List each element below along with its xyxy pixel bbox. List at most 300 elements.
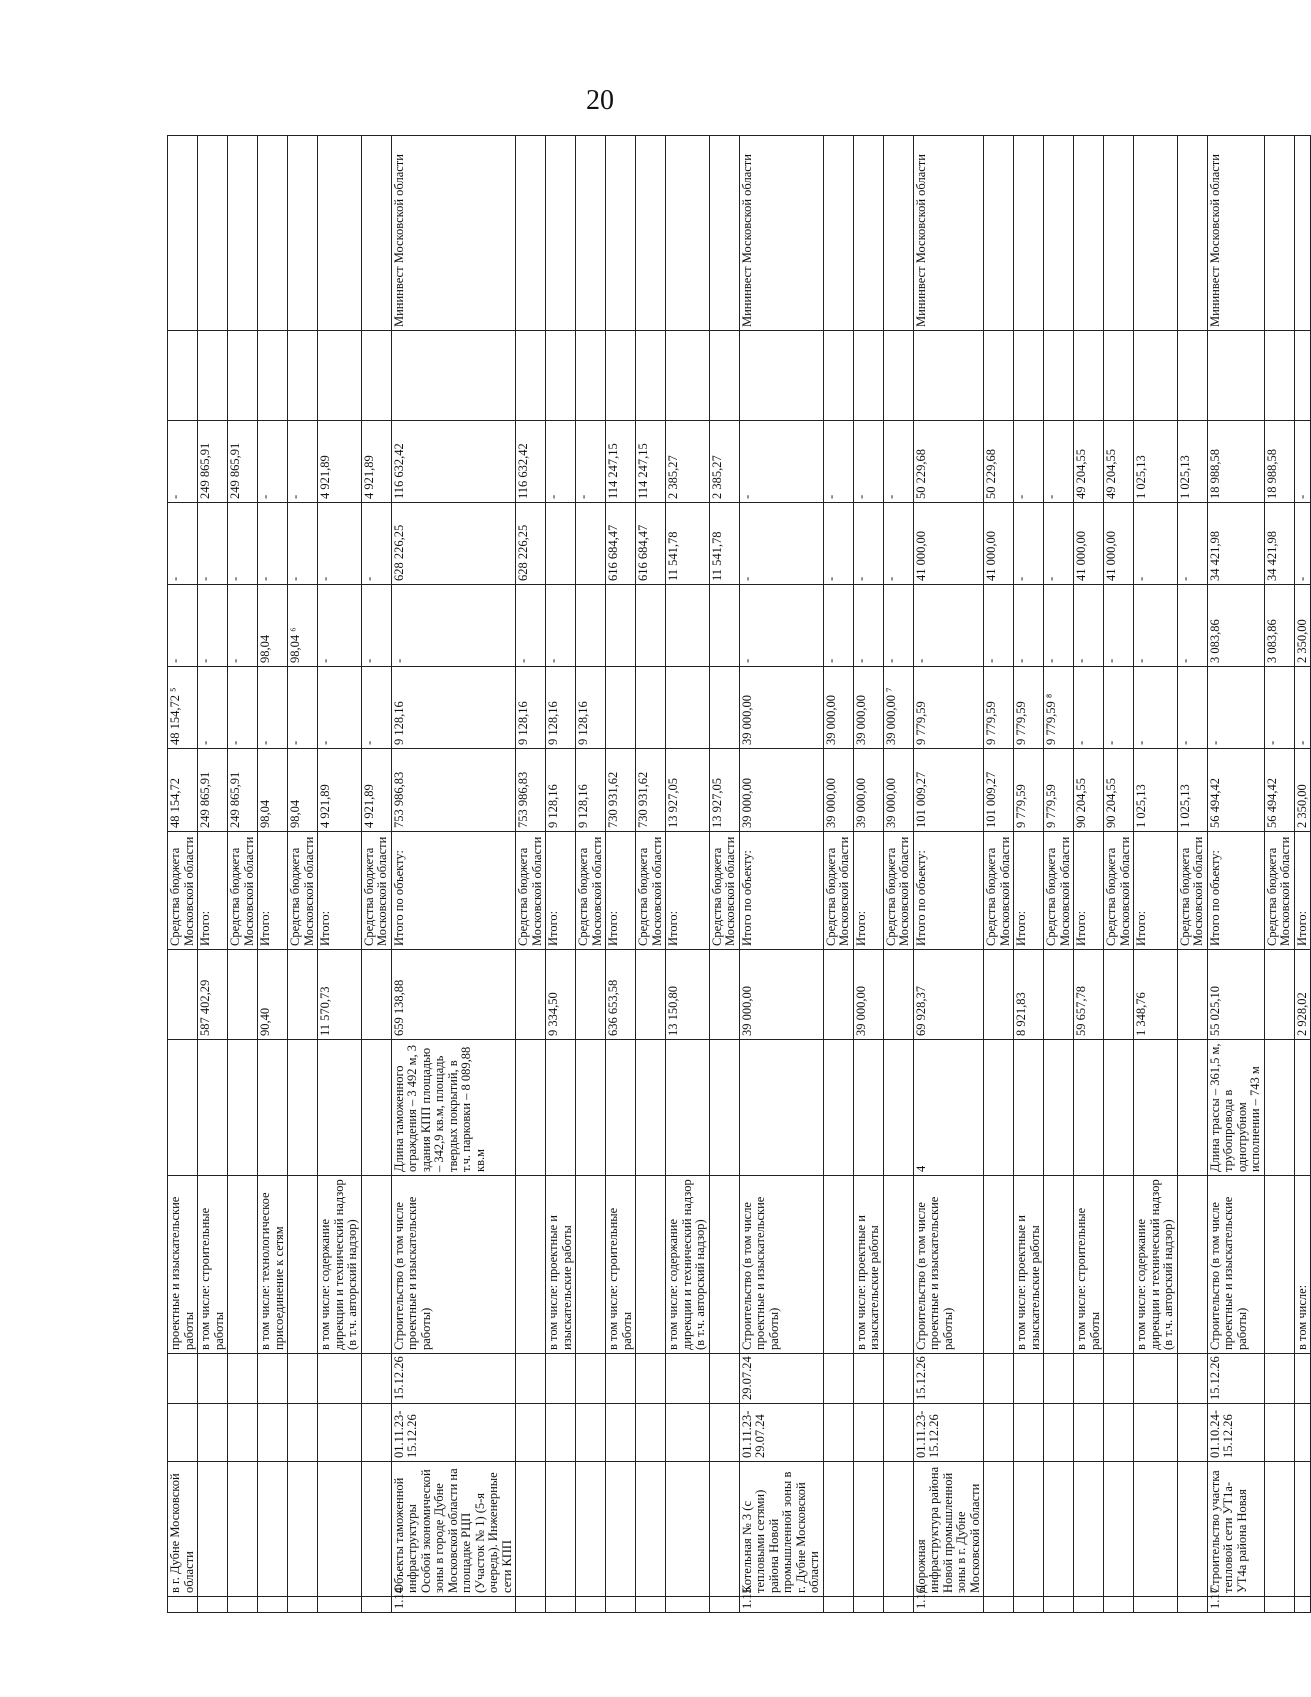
row-number-cell [1104,1597,1134,1613]
capacity-cell [1044,1040,1074,1176]
year-2025-cell: - [1104,585,1134,667]
cost-cell: 9 334,50 [546,950,576,1040]
object-name-cell [1177,1462,1207,1597]
period-cell [361,1404,391,1462]
customer-cell [361,136,391,331]
row-number-cell [546,1597,576,1613]
work-type-cell [576,1176,606,1354]
date-cell [546,1354,576,1404]
row-number-cell [1134,1597,1178,1613]
capacity-cell [1074,1040,1104,1176]
year-2024-cell: - [1104,667,1134,749]
table-row [168,136,198,1613]
funding-source-cell: Средства бюджета Московской области [576,832,606,950]
year-2025-cell [576,585,606,667]
date-cell [883,1354,913,1404]
work-type-cell: в том числе: проектные и изыскательские работы [853,1176,883,1354]
cost-cell [883,950,913,1040]
year-2025-cell [606,585,636,667]
object-name-cell [1104,1462,1134,1597]
row-number-cell [1294,1597,1311,1613]
table-row [1177,136,1207,1613]
year-2028-cell [636,331,666,421]
table-row [516,136,546,1613]
customer-cell [636,136,666,331]
object-name-cell [198,1462,228,1597]
row-number-cell [984,1597,1014,1613]
year-2026-cell: 616 684,47 [636,503,666,585]
funding-source-cell: Итого: [1074,832,1104,950]
year-2026-cell: - [228,503,258,585]
funding-source-cell: Итого по объекту: [1207,832,1264,950]
year-2028-cell [1104,331,1134,421]
funding-source-cell: Итого: [606,832,636,950]
total-cell: 249 865,91 [198,749,228,832]
capacity-cell [636,1040,666,1176]
work-type-cell [228,1176,258,1354]
work-type-cell [361,1176,391,1354]
row-number-cell [198,1597,228,1613]
cost-cell [823,950,853,1040]
year-2025-cell: - [1177,585,1207,667]
table-row [258,136,288,1613]
customer-cell [258,136,288,331]
capacity-cell [228,1040,258,1176]
object-name-cell [288,1462,318,1597]
funding-source-cell: Итого: [546,832,576,950]
funding-source-cell: Средства бюджета Московской области [984,832,1014,950]
year-2027-cell: - [1044,421,1074,503]
row-number-cell: 1.16 [913,1597,984,1613]
total-cell: 9 779,59 [1044,749,1074,832]
year-2025-cell: - [198,585,228,667]
year-2028-cell [168,331,198,421]
table-row [1134,136,1178,1613]
total-cell: 56 494,42 [1207,749,1264,832]
customer-cell [823,136,853,331]
year-2026-cell: 41 000,00 [913,503,984,585]
customer-cell [1134,136,1178,331]
year-2027-cell: 4 921,89 [361,421,391,503]
period-cell [823,1404,853,1462]
row-number-cell [883,1597,913,1613]
year-2026-cell [576,503,606,585]
year-2025-cell: - [739,585,823,667]
capacity-cell [516,1040,546,1176]
table-row [1294,136,1311,1613]
total-cell: 4 921,89 [361,749,391,832]
customer-cell [288,136,318,331]
table-row [853,136,883,1613]
work-type-cell [883,1176,913,1354]
row-number-cell [1264,1597,1294,1613]
date-cell [516,1354,546,1404]
object-name-cell [1134,1462,1178,1597]
work-type-cell [1044,1176,1074,1354]
customer-cell [318,136,362,331]
object-name-cell [666,1462,710,1597]
period-cell [883,1404,913,1462]
table-row [576,136,606,1613]
year-2027-cell: - [288,421,318,503]
funding-source-cell: Итого: [258,832,288,950]
table-row [1264,136,1294,1613]
cost-cell: 11 570,73 [318,950,362,1040]
year-2024-cell [606,667,636,749]
object-name-cell [516,1462,546,1597]
year-2024-cell: - [1264,667,1294,749]
year-2027-cell: 116 632,42 [391,421,516,503]
year-2026-cell: - [198,503,228,585]
year-2028-cell [228,331,258,421]
year-2028-cell [883,331,913,421]
work-type-cell [1177,1176,1207,1354]
period-cell: 01.10.24-15.12.26 [1207,1404,1264,1462]
year-2028-cell [823,331,853,421]
date-cell [1134,1354,1178,1404]
period-cell [288,1404,318,1462]
year-2025-cell: - [853,585,883,667]
capacity-cell [1104,1040,1134,1176]
year-2026-cell: 41 000,00 [1104,503,1134,585]
period-cell [1264,1404,1294,1462]
cost-cell: 39 000,00 [739,950,823,1040]
cost-cell: 90,40 [258,950,288,1040]
customer-cell: Мининвест Московской области [1207,136,1264,331]
table-row [1207,136,1264,1613]
total-cell: 249 865,91 [228,749,258,832]
table-row [1074,136,1104,1613]
row-number-cell [258,1597,288,1613]
date-cell [576,1354,606,1404]
year-2025-cell: - [228,585,258,667]
table-row [546,136,576,1613]
total-cell: 39 000,00 [739,749,823,832]
object-name-cell [576,1462,606,1597]
work-type-cell [823,1176,853,1354]
cost-cell: 69 928,37 [913,950,984,1040]
cost-cell: 59 657,78 [1074,950,1104,1040]
date-cell [198,1354,228,1404]
year-2028-cell [739,331,823,421]
year-2026-cell: - [1294,503,1311,585]
year-2024-cell: 9 128,16 [516,667,546,749]
period-cell [1014,1404,1044,1462]
object-name-cell [984,1462,1014,1597]
row-number-cell [168,1597,198,1613]
row-number-cell [606,1597,636,1613]
funding-source-cell: Средства бюджета Московской области [1177,832,1207,950]
year-2026-cell: 628 226,25 [516,503,546,585]
year-2024-cell [709,667,739,749]
year-2027-cell: 50 229,68 [984,421,1014,503]
date-cell [228,1354,258,1404]
row-number-cell [1074,1597,1104,1613]
year-2024-cell: 9 128,16 [391,667,516,749]
year-2024-cell [636,667,666,749]
object-name-cell: Строительство участка тепловой сети УТ1а-УТ4а района Новая [1207,1462,1264,1597]
year-2027-cell: 49 204,55 [1074,421,1104,503]
customer-cell [516,136,546,331]
work-type-cell [516,1176,546,1354]
table-row [739,136,823,1613]
total-cell: 56 494,42 [1264,749,1294,832]
funding-source-cell: Итого: [198,832,228,950]
year-2025-cell: - [168,585,198,667]
year-2028-cell [318,331,362,421]
total-cell: 101 009,27 [913,749,984,832]
year-2025-cell: 98,04 [258,585,288,667]
year-2024-cell: - [318,667,362,749]
year-2027-cell: 116 632,42 [516,421,546,503]
work-type-cell: Строительство (в том числе проектные и изыскательские работы) [391,1176,516,1354]
year-2026-cell: - [258,503,288,585]
customer-cell [1074,136,1104,331]
year-2026-cell: 11 541,78 [666,503,710,585]
capacity-cell [1264,1040,1294,1176]
funding-source-cell: Средства бюджета Московской области [1044,832,1074,950]
year-2027-cell: - [883,421,913,503]
funding-source-cell: Средства бюджета Московской области [288,832,318,950]
funding-source-cell: Итого по объекту: [739,832,823,950]
year-2028-cell [516,331,546,421]
total-cell: 1 025,13 [1177,749,1207,832]
cost-cell [1104,950,1134,1040]
work-type-cell [636,1176,666,1354]
customer-cell [1264,136,1294,331]
year-2024-cell: 48 154,72 ⁵ [168,667,198,749]
year-2028-cell [1294,331,1311,421]
total-cell: 39 000,00 [883,749,913,832]
period-cell [666,1404,710,1462]
date-cell [361,1354,391,1404]
row-number-cell [1014,1597,1044,1613]
table-row [606,136,636,1613]
funding-source-cell: Итого по объекту: [913,832,984,950]
year-2026-cell: - [361,503,391,585]
year-2026-cell: - [823,503,853,585]
total-cell: 9 779,59 [1014,749,1044,832]
work-type-cell: в том числе: [1294,1176,1311,1354]
year-2028-cell [198,331,228,421]
capacity-cell [318,1040,362,1176]
capacity-cell: Длина трассы – 361,5 м, трубопровода в однотрубном исполнении – 743 м [1207,1040,1264,1176]
customer-cell: Мининвест Московской области [739,136,823,331]
year-2025-cell: - [823,585,853,667]
year-2027-cell: 249 865,91 [228,421,258,503]
table-row [1014,136,1044,1613]
year-2027-cell: 1 025,13 [1134,421,1178,503]
year-2026-cell: - [1134,503,1178,585]
total-cell: 39 000,00 [853,749,883,832]
year-2027-cell: 2 385,27 [666,421,710,503]
year-2026-cell: - [318,503,362,585]
year-2025-cell: - [1134,585,1178,667]
total-cell: 4 921,89 [318,749,362,832]
year-2025-cell: - [546,585,576,667]
table-body [168,136,1311,1613]
year-2024-cell: 9 779,59 [913,667,984,749]
cost-cell: 659 138,88 [391,950,516,1040]
cost-cell: 587 402,29 [198,950,228,1040]
total-cell: 98,04 [258,749,288,832]
date-cell [606,1354,636,1404]
year-2027-cell: 249 865,91 [198,421,228,503]
object-name-cell [1044,1462,1074,1597]
object-name-cell [1294,1462,1311,1597]
date-cell [1264,1354,1294,1404]
customer-cell [709,136,739,331]
total-cell: 9 128,16 [546,749,576,832]
cost-cell [228,950,258,1040]
customer-cell [1104,136,1134,331]
period-cell [576,1404,606,1462]
work-type-cell [984,1176,1014,1354]
total-cell: 2 350,00 [1294,749,1311,832]
customer-cell [853,136,883,331]
year-2027-cell: - [546,421,576,503]
object-name-cell: Объекты таможенной инфраструктуры Особой экономической зоны в городе Дубне Московской области на площадке РЦП (Участок № 1) (5-я очередь). Инженерные сети КПП [391,1462,516,1597]
year-2028-cell [576,331,606,421]
object-name-cell [606,1462,636,1597]
total-cell: 101 009,27 [984,749,1014,832]
year-2028-cell [258,331,288,421]
date-cell [823,1354,853,1404]
funding-source-cell: Средства бюджета Московской области [1264,832,1294,950]
object-name-cell [1074,1462,1104,1597]
year-2027-cell: 4 921,89 [318,421,362,503]
year-2026-cell: - [168,503,198,585]
capacity-cell [258,1040,288,1176]
total-cell: 730 931,62 [636,749,666,832]
cost-cell: 8 921,83 [1014,950,1044,1040]
year-2028-cell [853,331,883,421]
year-2028-cell [546,331,576,421]
year-2026-cell: 41 000,00 [1074,503,1104,585]
year-2027-cell: 49 204,55 [1104,421,1134,503]
year-2028-cell [391,331,516,421]
work-type-cell: в том числе: строительные работы [606,1176,636,1354]
table-row [666,136,710,1613]
cost-cell [636,950,666,1040]
period-cell [168,1404,198,1462]
row-number-cell: 1.15 [739,1597,823,1613]
date-cell [1014,1354,1044,1404]
capacity-cell [853,1040,883,1176]
object-name-cell [853,1462,883,1597]
funding-source-cell: Средства бюджета Московской области [883,832,913,950]
row-number-cell: 1.17 [1207,1597,1264,1613]
year-2025-cell [636,585,666,667]
date-cell [1104,1354,1134,1404]
year-2027-cell: 114 247,15 [636,421,666,503]
funding-source-cell: Средства бюджета Московской области [636,832,666,950]
object-name-cell: в г. Дубне Московской области [168,1462,198,1597]
year-2024-cell: - [1177,667,1207,749]
date-cell [1044,1354,1074,1404]
budget-table-sheet [167,136,1309,1613]
customer-cell: Мининвест Московской области [391,136,516,331]
customer-cell [168,136,198,331]
cost-cell [168,950,198,1040]
period-cell: 01.11.23-15.12.26 [913,1404,984,1462]
cost-cell: 1 348,76 [1134,950,1178,1040]
work-type-cell [288,1176,318,1354]
year-2028-cell [709,331,739,421]
date-cell [318,1354,362,1404]
row-number-cell [823,1597,853,1613]
year-2027-cell: - [1294,421,1311,503]
capacity-cell [666,1040,710,1176]
date-cell [1074,1354,1104,1404]
capacity-cell [1134,1040,1178,1176]
period-cell [1104,1404,1134,1462]
year-2028-cell [606,331,636,421]
period-cell [228,1404,258,1462]
row-number-cell [666,1597,710,1613]
year-2025-cell: - [913,585,984,667]
date-cell [666,1354,710,1404]
table-row [1044,136,1074,1613]
work-type-cell: Строительство (в том числе проектные и изыскательские работы) [739,1176,823,1354]
total-cell: 753 986,83 [391,749,516,832]
work-type-cell: в том числе: строительные работы [1074,1176,1104,1354]
year-2025-cell: - [516,585,546,667]
total-cell: 9 128,16 [576,749,606,832]
period-cell [636,1404,666,1462]
period-cell [1074,1404,1104,1462]
year-2027-cell: 18 988,58 [1207,421,1264,503]
table-row [198,136,228,1613]
year-2026-cell: - [853,503,883,585]
year-2024-cell: 39 000,00 ⁷ [883,667,913,749]
capacity-cell [984,1040,1014,1176]
table-row [823,136,853,1613]
work-type-cell: в том числе: проектные и изыскательские работы [546,1176,576,1354]
year-2026-cell: 628 226,25 [391,503,516,585]
year-2024-cell: - [361,667,391,749]
row-number-cell [318,1597,362,1613]
total-cell: 39 000,00 [823,749,853,832]
row-number-cell [228,1597,258,1613]
date-cell [709,1354,739,1404]
object-name-cell [361,1462,391,1597]
row-number-cell: 1.14 [391,1597,516,1613]
total-cell: 13 927,05 [709,749,739,832]
capacity-cell [606,1040,636,1176]
total-cell: 98,04 [288,749,318,832]
table-row [391,136,516,1613]
work-type-cell: в том числе: проектные и изыскательские работы [1014,1176,1044,1354]
year-2024-cell: 9 779,59 ⁸ [1044,667,1074,749]
year-2024-cell [666,667,710,749]
row-number-cell [288,1597,318,1613]
date-cell [1177,1354,1207,1404]
date-cell [1294,1354,1311,1404]
cost-cell [1044,950,1074,1040]
customer-cell [576,136,606,331]
table-row [883,136,913,1613]
year-2024-cell: - [1207,667,1264,749]
year-2027-cell: 114 247,15 [606,421,636,503]
cost-cell: 39 000,00 [853,950,883,1040]
year-2025-cell [666,585,710,667]
work-type-cell [709,1176,739,1354]
period-cell [1177,1404,1207,1462]
date-cell [984,1354,1014,1404]
year-2024-cell: 9 128,16 [546,667,576,749]
year-2028-cell [1074,331,1104,421]
